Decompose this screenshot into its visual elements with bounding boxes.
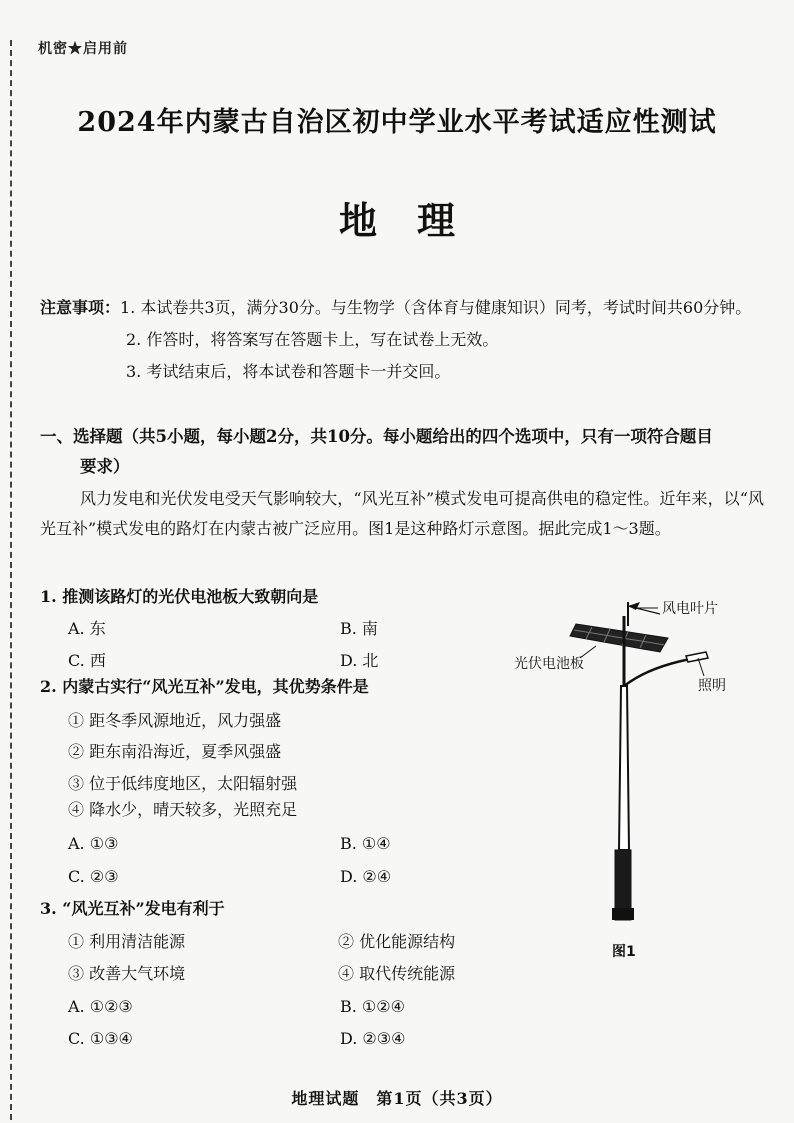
note-row-3 bbox=[40, 356, 751, 388]
label-lighting: 照明 bbox=[698, 678, 726, 694]
note-row-2 bbox=[40, 324, 751, 356]
note-item-1: 1. 本试卷共3页，满分30分。与生物学（含体育与健康知识）同考，考试时间共60分钟。 bbox=[120, 298, 752, 317]
q3-option-b: B. ①②④ bbox=[340, 997, 405, 1016]
label-wind-blade: 风电叶片 bbox=[662, 601, 718, 617]
q1-option-d: D. 北 bbox=[340, 651, 379, 670]
q2-statement-3: ③ 位于低纬度地区，太阳辐射强 bbox=[68, 774, 298, 793]
lamp-pole bbox=[612, 616, 634, 920]
question-2-stem: 2. 内蒙古实行“风光互补”发电，其优势条件是 bbox=[40, 677, 369, 696]
q2-option-d: D. ②④ bbox=[340, 867, 392, 886]
q2-option-a: A. ①③ bbox=[68, 834, 119, 853]
q1-option-b: B. 南 bbox=[340, 619, 378, 638]
exam-notes bbox=[40, 292, 751, 388]
q3-statement-4: ④ 取代传统能源 bbox=[338, 964, 456, 983]
question-1-stem: 1. 推测该路灯的光伏电池板大致朝向是 bbox=[40, 587, 319, 606]
lamp-arm-light-icon bbox=[624, 652, 708, 686]
question-2 bbox=[40, 672, 369, 702]
exam-title: 2024年内蒙古自治区初中学业水平考试适应性测试 bbox=[77, 107, 717, 138]
figure-1-street-light bbox=[500, 596, 780, 966]
q2-statement-1: ① 距冬季风源地近，风力强盛 bbox=[68, 711, 282, 730]
wind-blade-icon bbox=[628, 602, 660, 626]
question-3 bbox=[40, 894, 225, 924]
subject-title: 地理 bbox=[338, 198, 495, 243]
figure-caption: 图1 bbox=[612, 944, 636, 960]
light-leader-line bbox=[698, 658, 704, 676]
question-1 bbox=[40, 582, 318, 612]
q3-statement-3: ③ 改善大气环境 bbox=[68, 964, 186, 983]
q2-statement-4: ④ 降水少，晴天较多，光照充足 bbox=[68, 800, 298, 819]
q3-statement-2: ② 优化能源结构 bbox=[338, 932, 456, 951]
q1-option-c: C. 西 bbox=[68, 651, 106, 670]
q3-option-a: A. ①②③ bbox=[68, 997, 133, 1016]
notes-label: 注意事项： bbox=[40, 298, 121, 317]
section-heading-line-1: 一、选择题（共5小题，每小题2分，共10分。每小题给出的四个选项中，只有一项符合题目 bbox=[40, 427, 713, 446]
question-3-stem: 3. “风光互补”发电有利于 bbox=[40, 899, 225, 918]
q3-statement-1: ① 利用清洁能源 bbox=[68, 932, 186, 951]
reading-passage bbox=[40, 484, 764, 544]
note-item-2: 2. 作答时，将答案写在答题卡上，写在试卷上无效。 bbox=[126, 330, 499, 349]
q3-option-d: D. ②③④ bbox=[340, 1029, 406, 1048]
note-item-3: 3. 考试结束后，将本试卷和答题卡一并交回。 bbox=[126, 362, 451, 381]
note-row-1 bbox=[40, 292, 751, 324]
street-light-illustration bbox=[500, 596, 780, 966]
q2-option-b: B. ①④ bbox=[340, 834, 391, 853]
section-heading bbox=[40, 422, 770, 482]
solar-panel-icon bbox=[570, 624, 668, 652]
section-heading-line-2: 要求） bbox=[80, 457, 130, 476]
page-footer: 地理试题 第1页（共3页） bbox=[291, 1089, 503, 1108]
q1-option-a: A. 东 bbox=[68, 619, 106, 638]
q2-option-c: C. ②③ bbox=[68, 867, 119, 886]
q3-option-c: C. ①③④ bbox=[68, 1029, 133, 1048]
label-solar-panel: 光伏电池板 bbox=[514, 656, 584, 672]
q2-statement-2: ② 距东南沿海近，夏季风强盛 bbox=[68, 742, 282, 761]
confidential-header: 机密★启用前 bbox=[38, 41, 128, 57]
passage-text: 风力发电和光伏发电受天气影响较大，“风光互补”模式发电可提高供电的稳定性。近年来，以“风光互补”模式发电的路灯在内蒙古被广泛应用。图1是这种路灯示意图。据此完成1～3题。 bbox=[40, 489, 764, 538]
